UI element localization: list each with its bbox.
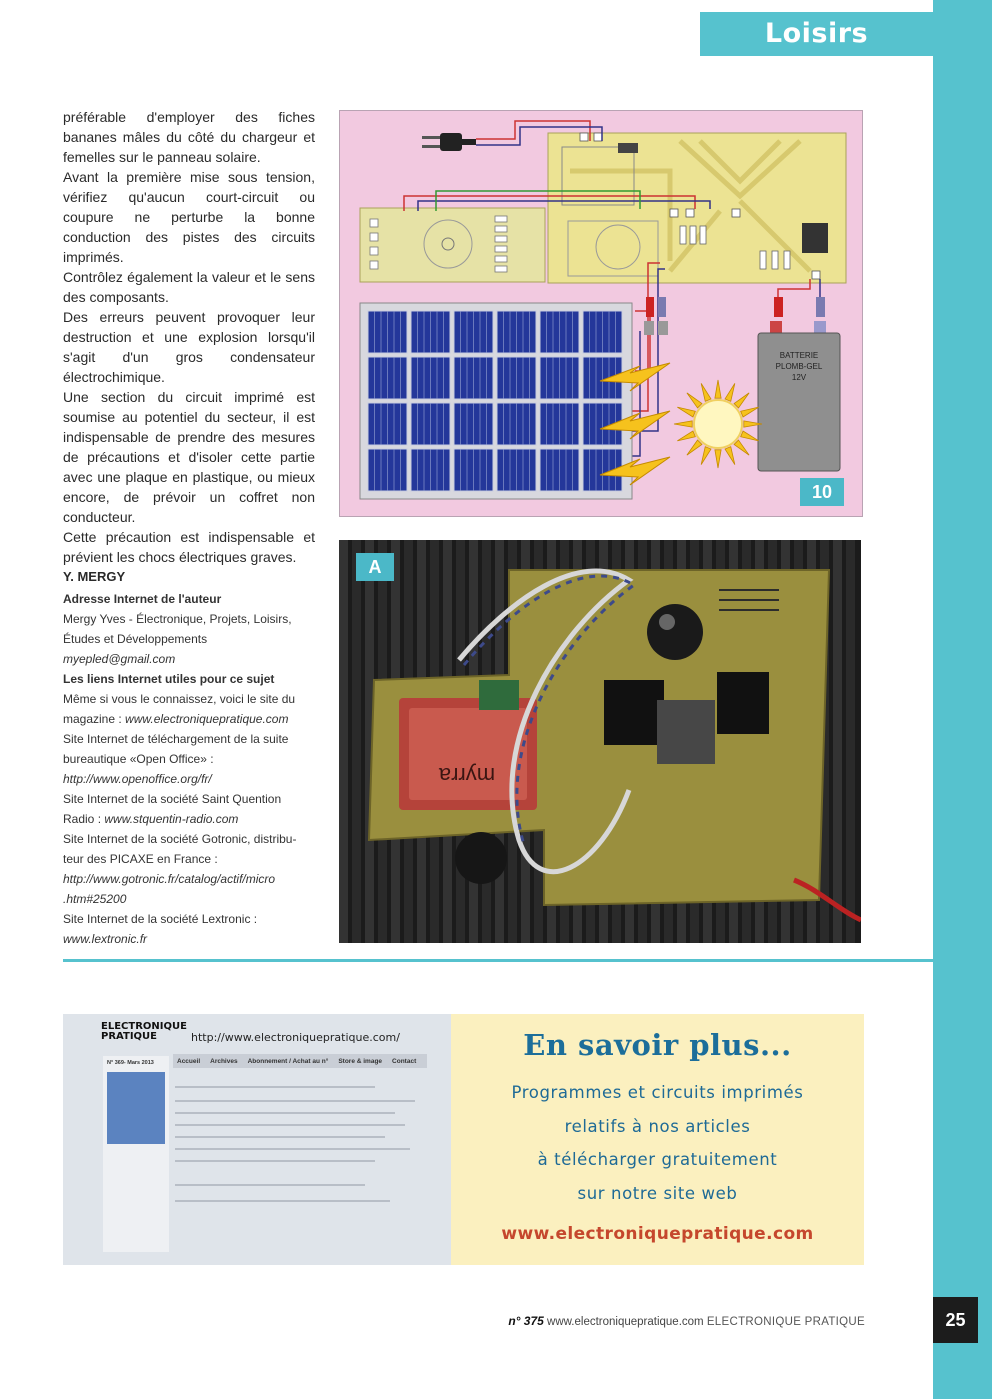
paragraph: Contrôlez également la valeur et le sens des composants. [63, 269, 315, 305]
paragraph: Des erreurs peuvent provoquer leur destruction et une explosion lorsqu'il s'agit d'un gros condensateur électrochimique. [63, 309, 315, 385]
capacitor [455, 832, 507, 884]
battery-label: PLOMB-GEL [775, 362, 823, 371]
promo-box [451, 1014, 864, 1265]
author-line: Études et Développements [63, 632, 208, 646]
link-url[interactable]: http://www.gotronic.fr/catalog/actif/micro [63, 872, 276, 886]
paragraph: Une section du circuit imprimé est soumise au potentiel du secteur, il est indispensable de prendre des mesures de précautions et d'isoler cette partie avec une plaque en plastique, ou mieux encore, de prévoir un coffret non conducteur. [63, 389, 315, 525]
author-email[interactable]: myepled@gmail.com [63, 652, 176, 666]
screenshot-nav: Accueil Archives Abonnement / Achat au n° Store & image Contact [173, 1054, 427, 1068]
transformer-brand: myrra [438, 763, 496, 788]
sun-icon [674, 380, 762, 468]
paragraph: Cette précaution est indispensable et prévient les chocs électriques graves. [63, 529, 315, 565]
board-photo-drawing [339, 540, 861, 943]
page-footer [400, 1314, 865, 1328]
paragraph: Avant la première mise sous tension, vérifiez qu'aucun court-circuit ou coupure ne perturbe la bonne conduction des pistes des circuits imprimés. [63, 169, 315, 265]
author-signature: Y. MERGY [63, 569, 126, 584]
link-url[interactable]: .htm#25200 [63, 892, 127, 906]
screenshot-sidebar: N° 369- Mars 2013 [103, 1056, 169, 1252]
promo-line: relatifs à nos articles [564, 1116, 751, 1136]
photo-label-badge: A [356, 553, 394, 581]
screenshot-url: http://www.electroniquepratique.com/ [191, 1031, 400, 1044]
link-text: Site Internet de la société Saint Quention [63, 792, 282, 806]
link-url[interactable]: www.lextronic.fr [63, 932, 148, 946]
link-text: bureautique «Open Office» : [63, 752, 214, 766]
link-text: magazine : www.electroniquepratique.com [63, 712, 289, 726]
issue-number: n° 375 [508, 1314, 544, 1328]
promo-line: à télécharger gratuitement [537, 1150, 778, 1169]
solar-panel [360, 303, 632, 499]
figure-number-badge: 10 [800, 478, 844, 506]
promo-title: En savoir plus... [523, 1028, 792, 1062]
side-color-bar [933, 0, 992, 1399]
author-line: Mergy Yves - Électronique, Projets, Loisirs, [63, 612, 292, 626]
magazine-name: ELECTRONIQUE PRATIQUE [706, 1316, 865, 1328]
mains-plug-icon [422, 133, 476, 151]
link-url[interactable]: www.electroniquepratique.com [125, 712, 289, 726]
link-text: Même si vous le connaissez, voici le site du [63, 692, 296, 706]
footer-site[interactable]: www.electroniquepratique.com [547, 1316, 704, 1328]
wiring-diagram-drawing [340, 111, 862, 516]
paragraph: préférable d'employer des fiches bananes mâles du côté du chargeur et femelles sur le panneau solaire. [63, 109, 315, 165]
board-photo [339, 540, 861, 943]
battery-label: BATTERIE [779, 351, 819, 360]
promo-line: sur notre site web [577, 1183, 738, 1203]
wiring-diagram [339, 110, 863, 517]
link-text: Site Internet de la société Lextronic : [63, 912, 258, 926]
website-screenshot [63, 1014, 451, 1265]
link-text: Site Internet de la société Gotronic, distribu- [63, 832, 297, 846]
section-tab: Loisirs [700, 12, 933, 56]
link-text: Radio : www.stquentin-radio.com [63, 812, 239, 826]
section-divider [63, 959, 933, 962]
link-text: Site Internet de téléchargement de la suite [63, 732, 289, 746]
article-body [63, 107, 315, 587]
heatsink [717, 672, 769, 734]
author-heading: Adresse Internet de l'auteur [63, 592, 222, 606]
useful-links-heading: Les liens Internet utiles pour ce sujet [63, 672, 275, 686]
link-text: teur des PICAXE en France : [63, 852, 218, 866]
battery-label: 12V [791, 373, 807, 382]
link-url[interactable]: http://www.openoffice.org/fr/ [63, 772, 212, 786]
battery [758, 321, 840, 471]
link-url[interactable]: www.stquentin-radio.com [104, 812, 239, 826]
links-section [63, 589, 321, 949]
screenshot-logo: ELECTRONIQUE PRATIQUE [101, 1021, 187, 1042]
control-pcb [360, 208, 545, 282]
page-number: 25 [933, 1297, 978, 1343]
promo-line: Programmes et circuits imprimés [511, 1083, 804, 1102]
promo-url[interactable]: www.electroniquepratique.com [501, 1224, 814, 1244]
heatsink [604, 680, 664, 745]
